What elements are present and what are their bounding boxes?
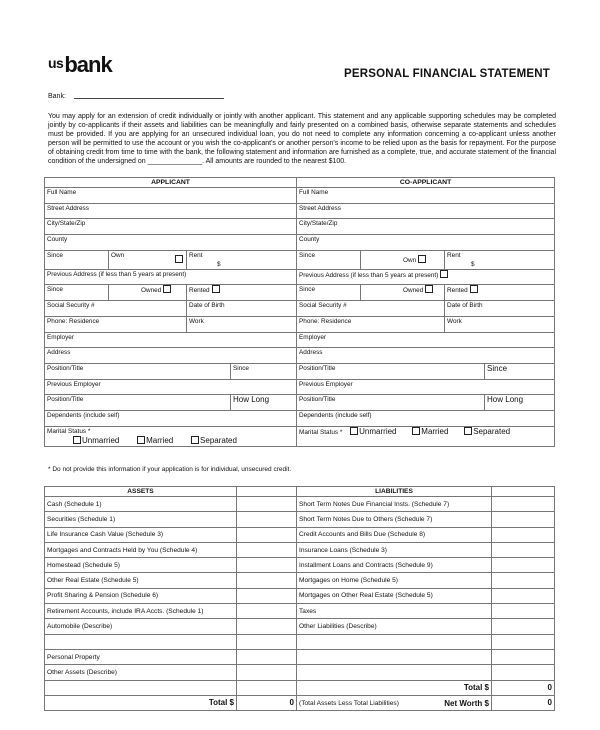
coapplicant-full-name[interactable]: Full Name (297, 188, 555, 204)
separated-checkbox[interactable] (191, 436, 199, 444)
liability-label: Insurance Loans (Schedule 3) (297, 542, 492, 557)
financial-row (45, 665, 555, 680)
asset-label: Profit Sharing & Pension (Schedule 6) (45, 588, 237, 603)
intro-paragraph: You may apply for an extension of credit individually or jointly with another applicant. This statement and any applicable supporting schedules may be completed jointly by co-applicants if their assets and liabilities can be meaningfully and fairly presented on a combined basis, otherwise separate statements and schedules must be provided. If you are applying for an unsecured individual loan, you do not need to complete any information concerning a co-applicant unless another person will be permitted to use the account or you wish the co-applicant's or another person's income to be relied upon as the basis for repayment. For the purpose of obtaining credit from time to time with the bank, the following statement and information are furnished as a complete, true, and accurate statement of the financial condition of the undersigned on ______________. All amounts are rounded to the nearest $100. (48, 113, 556, 166)
coapplicant-dob[interactable]: Date of Birth (445, 301, 555, 317)
coapplicant-header: CO-APPLICANT (297, 178, 555, 188)
coapplicant-employer[interactable]: Employer (297, 332, 555, 348)
applicant-previous-address[interactable]: Previous Address (if less than 5 years at present) (45, 269, 297, 285)
logo-bank: bank (64, 52, 112, 77)
applicant-since[interactable]: Since (45, 250, 109, 269)
liability-amount[interactable] (492, 573, 555, 588)
asset-amount[interactable] (237, 665, 297, 680)
net-worth-label: Net Worth $ (444, 698, 489, 708)
liability-label: Short Term Notes Due Financial Insts. (Schedule 7) (297, 497, 492, 512)
liability-label: Mortgages on Home (Schedule 5) (297, 573, 492, 588)
coapplicant-rented[interactable]: Rented (445, 285, 555, 301)
coapplicant-previous-address[interactable]: Previous Address (if less than 5 years at present) (297, 269, 555, 285)
applicant-street-address[interactable]: Street Address (45, 203, 297, 219)
asset-amount[interactable] (237, 649, 297, 664)
applicant-ssn[interactable]: Social Security # (45, 301, 187, 317)
coapplicant-position-since[interactable]: Since (485, 363, 555, 379)
applicant-dependents[interactable]: Dependents (include self) (45, 410, 297, 426)
net-worth-value[interactable]: 0 (492, 695, 555, 710)
financial-row (45, 604, 555, 619)
asset-amount[interactable] (237, 634, 297, 649)
coapplicant-previous-employer[interactable]: Previous Employer (297, 379, 555, 395)
applicant-full-name[interactable]: Full Name (45, 188, 297, 204)
coapplicant-county[interactable]: County (297, 235, 555, 251)
bank-field (48, 93, 224, 100)
financial-row (45, 634, 555, 649)
applicant-position[interactable]: Position/Title (45, 363, 231, 379)
applicant-work-phone[interactable]: Work (187, 316, 297, 332)
asset-label: Personal Property (45, 649, 237, 664)
assets-blank-amount (237, 680, 297, 695)
applicant-owned[interactable]: Owned (109, 285, 187, 301)
applicant-rented[interactable]: Rented (187, 285, 297, 301)
applicant-employer[interactable]: Employer (45, 332, 297, 348)
bank-label: Bank: (48, 93, 66, 100)
liability-amount[interactable] (492, 558, 555, 573)
liability-amount[interactable] (492, 497, 555, 512)
co-separated-checkbox[interactable] (464, 427, 472, 435)
married-checkbox[interactable] (137, 436, 145, 444)
coapplicant-work-phone[interactable]: Work (445, 316, 555, 332)
liability-label (297, 649, 492, 664)
rented-checkbox[interactable] (212, 285, 220, 293)
liability-label: Taxes (297, 604, 492, 619)
liability-amount[interactable] (492, 649, 555, 664)
applicant-prev-since[interactable]: Since (45, 285, 109, 301)
total-liabilities-label: Total $ (297, 680, 492, 695)
asset-label (45, 634, 237, 649)
coapplicant-own[interactable]: Own (361, 250, 445, 269)
asset-label: Mortgages and Contracts Held by You (Schedule 4) (45, 542, 237, 557)
applicant-marital-status: Marital Status * Unmarried Married Separated (45, 426, 297, 446)
logo-us: us (48, 55, 64, 71)
coapplicant-phone-residence[interactable]: Phone: Residence (297, 316, 445, 332)
applicant-how-long[interactable]: How Long (231, 395, 297, 411)
applicant-dob[interactable]: Date of Birth (187, 301, 297, 317)
asset-label: Life Insurance Cash Value (Schedule 3) (45, 527, 237, 542)
coapplicant-employer-address[interactable]: Address (297, 348, 555, 364)
asset-amount[interactable] (237, 619, 297, 634)
coapplicant-owned[interactable]: Owned (361, 285, 445, 301)
asset-amount[interactable] (237, 512, 297, 527)
net-worth-cell (297, 695, 492, 710)
co-married-checkbox[interactable] (412, 427, 420, 435)
asset-label: Securities (Schedule 1) (45, 512, 237, 527)
asset-amount[interactable] (237, 573, 297, 588)
co-rented-checkbox[interactable] (470, 285, 478, 293)
asset-amount[interactable] (237, 558, 297, 573)
coapplicant-dependents[interactable]: Dependents (include self) (297, 410, 555, 426)
liability-label (297, 634, 492, 649)
usbank-logo (48, 52, 112, 78)
liability-amount[interactable] (492, 527, 555, 542)
applicant-rent[interactable]: Rent $ (187, 250, 297, 269)
liabilities-amount-header (492, 487, 555, 497)
own-checkbox[interactable] (175, 255, 183, 263)
financial-row (45, 512, 555, 527)
financial-row (45, 573, 555, 588)
owned-checkbox[interactable] (163, 285, 171, 293)
financial-row (45, 497, 555, 512)
liability-amount[interactable] (492, 588, 555, 603)
applicant-county[interactable]: County (45, 235, 297, 251)
liability-label: Mortgages on Other Real Estate (Schedule 5) (297, 588, 492, 603)
applicant-city-state-zip[interactable]: City/State/Zip (45, 219, 297, 235)
liability-amount[interactable] (492, 634, 555, 649)
footnote: * Do not provide this information if your application is for individual, unsecured credit. (48, 466, 292, 473)
financial-rows (45, 497, 555, 681)
financial-row (45, 527, 555, 542)
coapplicant-street-address[interactable]: Street Address (297, 203, 555, 219)
financial-row (45, 649, 555, 664)
financial-row (45, 558, 555, 573)
applicant-own[interactable]: Own (109, 250, 187, 269)
liability-label (297, 665, 492, 680)
asset-amount[interactable] (237, 527, 297, 542)
coapplicant-position[interactable]: Position/Title (297, 363, 485, 379)
coapplicant-prev-since[interactable]: Since (297, 285, 361, 301)
coapplicant-how-long[interactable]: How Long (485, 395, 555, 411)
liability-amount[interactable] (492, 665, 555, 680)
unmarried-checkbox[interactable] (73, 436, 81, 444)
applicant-previous-employer[interactable]: Previous Employer (45, 379, 297, 395)
assets-amount-header (237, 487, 297, 497)
liability-amount[interactable] (492, 619, 555, 634)
applicant-employer-address[interactable]: Address (45, 348, 297, 364)
financial-row (45, 588, 555, 603)
applicant-prev-position[interactable]: Position/Title (45, 395, 231, 411)
co-unmarried-checkbox[interactable] (350, 427, 358, 435)
assets-header: ASSETS (45, 487, 237, 497)
asset-label: Other Assets (Describe) (45, 665, 237, 680)
coapplicant-ssn[interactable]: Social Security # (297, 301, 445, 317)
asset-amount[interactable] (237, 588, 297, 603)
assets-blank-cell (45, 680, 237, 695)
coapplicant-prev-position[interactable]: Position/Title (297, 395, 485, 411)
liabilities-header: LIABILITIES (297, 487, 492, 497)
total-liabilities-value[interactable]: 0 (492, 680, 555, 695)
liability-label: Other Liabilities (Describe) (297, 619, 492, 634)
co-owned-checkbox[interactable] (425, 285, 433, 293)
liability-amount[interactable] (492, 542, 555, 557)
asset-amount[interactable] (237, 542, 297, 557)
total-assets-label: Total $ (45, 695, 237, 710)
liability-label: Credit Accounts and Bills Due (Schedule 8) (297, 527, 492, 542)
assets-less-liabilities: (Total Assets Less Total Liabilities) (299, 699, 399, 707)
asset-label: Retirement Accounts, include IRA Accts. (Schedule 1) (45, 604, 237, 619)
coapplicant-marital-status: Marital Status * Unmarried Married Separated (297, 426, 555, 446)
asset-label: Automobile (Describe) (45, 619, 237, 634)
total-assets-value[interactable]: 0 (237, 695, 297, 710)
liability-label: Installment Loans and Contracts (Schedule 9) (297, 558, 492, 573)
page-title: PERSONAL FINANCIAL STATEMENT (344, 68, 551, 80)
co-own-checkbox[interactable] (418, 255, 426, 263)
applicant-table (44, 177, 555, 447)
liability-amount[interactable] (492, 512, 555, 527)
asset-label: Homestead (Schedule 5) (45, 558, 237, 573)
applicant-header: APPLICANT (45, 178, 297, 188)
coapplicant-city-state-zip[interactable]: City/State/Zip (297, 219, 555, 235)
financial-row (45, 542, 555, 557)
financial-row (45, 619, 555, 634)
asset-label: Other Real Estate (Schedule 5) (45, 573, 237, 588)
liability-amount[interactable] (492, 604, 555, 619)
asset-label: Cash (Schedule 1) (45, 497, 237, 512)
asset-amount[interactable] (237, 604, 297, 619)
coapplicant-since[interactable]: Since (297, 250, 361, 269)
liability-label: Short Term Notes Due to Others (Schedule 7) (297, 512, 492, 527)
applicant-position-since[interactable]: Since (231, 363, 297, 379)
applicant-phone-residence[interactable]: Phone: Residence (45, 316, 187, 332)
financials-table (44, 486, 555, 711)
co-prev-checkbox[interactable] (440, 270, 448, 278)
coapplicant-rent[interactable]: Rent $ (445, 250, 555, 269)
bank-input-line[interactable] (74, 98, 224, 99)
asset-amount[interactable] (237, 497, 297, 512)
